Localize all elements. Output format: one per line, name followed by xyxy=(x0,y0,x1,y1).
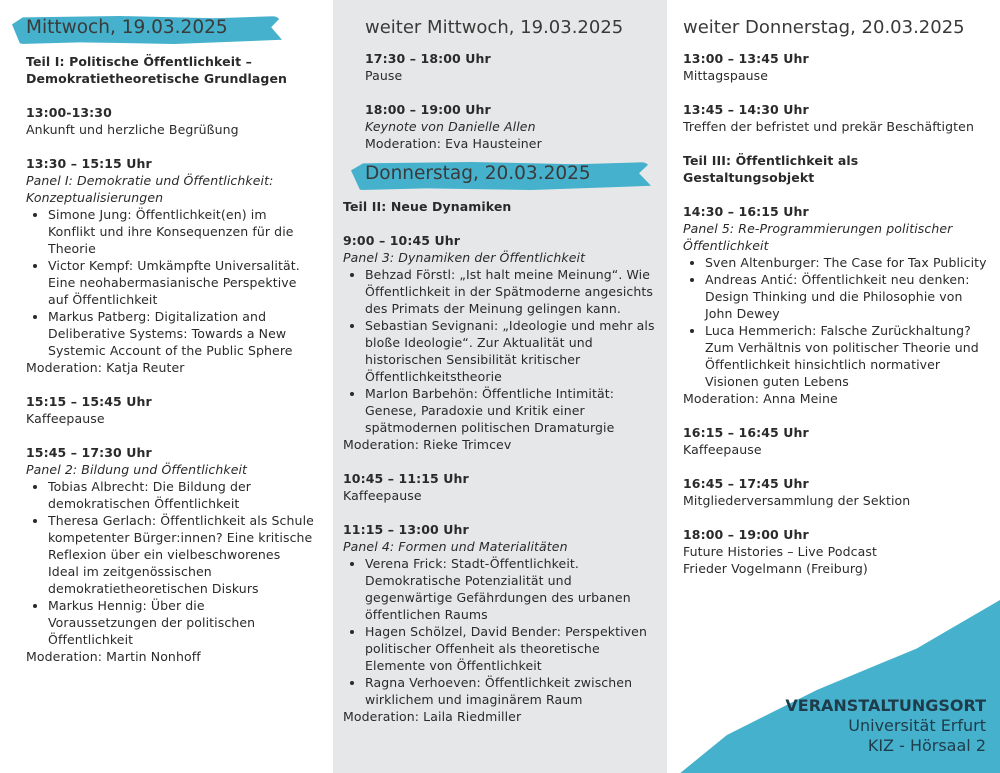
session xyxy=(343,470,657,504)
talk-item: • Behzad Förstl: „Ist halt meine Meinung“. Wie Öffentlichkeit in der Spätmoderne angesichts des Primats der Meinung gelingen kann. xyxy=(365,266,657,317)
moderation: Moderation: Eva Hausteiner xyxy=(365,136,542,151)
talk-list xyxy=(343,555,657,708)
panel-title: Panel 2: Bildung und Öffentlichkeit xyxy=(26,462,248,477)
venue-line-room: KIZ - Hörsaal 2 xyxy=(867,736,986,755)
column-wednesday xyxy=(0,0,333,773)
talk-item: • Simone Jung: Öffentlichkeit(en) im Konflikt und ihre Konsequenzen für die Theorie xyxy=(48,206,315,257)
session-desc: Treffen der befristet und prekär Beschäftigten xyxy=(683,119,974,134)
moderation: Moderation: Anna Meine xyxy=(683,391,838,406)
talk-item: • Theresa Gerlach: Öffentlichkeit als Schule kompetenter Bürger:innen? Eine kritische Reflexion über ein vielbeschworenes Ideal im zeitgenössischen demokratietheoretischen Diskurs xyxy=(48,512,315,597)
session-keynote xyxy=(343,101,657,152)
session-desc: Ankunft und herzliche Begrüßung xyxy=(26,122,239,137)
talk-item: • Sebastian Sevignani: „Ideologie und mehr als bloße Ideologie“. Zur Aktualität und historischen Sensibilität kritischer Öffentlichkeitstheorie xyxy=(365,317,657,385)
session xyxy=(683,50,992,84)
talk-list xyxy=(26,206,315,359)
session xyxy=(683,424,992,458)
day-header-thursday xyxy=(343,158,657,188)
venue-block xyxy=(785,696,986,756)
column-middle xyxy=(333,0,667,773)
panel-title: Panel I: Demokratie und Öffentlichkeit: Konzeptualisierungen xyxy=(26,173,274,205)
session-desc: Kaffeepause xyxy=(26,411,105,426)
session-time: 18:00 – 19:00 Uhr xyxy=(365,102,491,117)
moderation: Moderation: Rieke Trimcev xyxy=(343,437,512,452)
session-time: 15:45 – 17:30 Uhr xyxy=(26,445,152,460)
talk-list xyxy=(683,254,992,390)
talk-list xyxy=(26,478,315,648)
session-time: 14:30 – 16:15 Uhr xyxy=(683,204,809,219)
talk-item: • Luca Hemmerich: Falsche Zurückhaltung? Zum Verhältnis von politischer Theorie und Öffentlichkeit hinsichtlich normativer Visionen guten Lebens xyxy=(705,322,992,390)
talk-item: • Marlon Barbehön: Öffentliche Intimität: Genese, Paradoxie und Kritik einer spätmodernen politischen Dramaturgie xyxy=(365,385,657,436)
session-desc: Pause xyxy=(365,68,403,83)
panel-title: Panel 5: Re-Programmierungen politischer Öffentlichkeit xyxy=(683,221,953,253)
session-panel-3 xyxy=(343,232,657,453)
session-speaker: Frieder Vogelmann (Freiburg) xyxy=(683,561,868,576)
part-title: Teil I: Politische Öffentlichkeit – Demokratietheoretische Grundlagen xyxy=(26,54,288,86)
talk-list xyxy=(343,266,657,436)
day-title: Donnerstag, 20.03.2025 xyxy=(365,162,591,184)
talk-item: • Ragna Verhoeven: Öffentlichkeit zwischen wirklichem und imaginärem Raum xyxy=(365,674,657,708)
session-time: 18:00 – 19:00 Uhr xyxy=(683,527,809,542)
talk-item: • Tobias Albrecht: Die Bildung der demokratischen Öffentlichkeit xyxy=(48,478,315,512)
moderation: Moderation: Katja Reuter xyxy=(26,360,185,375)
session-time: 13:00 – 13:45 Uhr xyxy=(683,51,809,66)
session-desc: Mitgliederversammlung der Sektion xyxy=(683,493,911,508)
session-time: 16:15 – 16:45 Uhr xyxy=(683,425,809,440)
day-header-continued: weiter Donnerstag, 20.03.2025 xyxy=(683,16,965,38)
session xyxy=(683,101,992,135)
day-header-wednesday xyxy=(26,12,315,42)
talk-item: • Markus Hennig: Über die Voraussetzungen der politischen Öffentlichkeit xyxy=(48,597,315,648)
session-time: 17:30 – 18:00 Uhr xyxy=(365,51,491,66)
talk-item: • Markus Patberg: Digitalization and Deliberative Systems: Towards a New Systemic Account of the Public Sphere xyxy=(48,308,315,359)
talk-item: • Hagen Schölzel, David Bender: Perspektiven politischer Offenheit als theoretische Elemente von Öffentlichkeit xyxy=(365,623,657,674)
session-desc: Kaffeepause xyxy=(343,488,422,503)
session-time: 13:45 – 14:30 Uhr xyxy=(683,102,809,117)
session-time: 9:00 – 10:45 Uhr xyxy=(343,233,460,248)
session xyxy=(26,104,315,138)
session xyxy=(683,475,992,509)
day-title: Mittwoch, 19.03.2025 xyxy=(26,16,228,38)
talk-item: • Andreas Antić: Öffentlichkeit neu denken: Design Thinking und die Philosophie von John Dewey xyxy=(705,271,992,322)
day-header-continued: weiter Mittwoch, 19.03.2025 xyxy=(365,16,624,38)
keynote-title: Keynote von Danielle Allen xyxy=(365,119,536,134)
session-podcast xyxy=(683,526,992,577)
session-desc: Kaffeepause xyxy=(683,442,762,457)
session-time: 15:15 – 15:45 Uhr xyxy=(26,394,152,409)
moderation: Moderation: Martin Nonhoff xyxy=(26,649,201,664)
panel-title: Panel 3: Dynamiken der Öffentlichkeit xyxy=(343,250,586,265)
moderation: Moderation: Laila Riedmiller xyxy=(343,709,522,724)
session xyxy=(343,50,657,84)
venue-line-university: Universität Erfurt xyxy=(848,716,986,735)
part-title: Teil III: Öffentlichkeit als Gestaltungsobjekt xyxy=(683,153,859,185)
session-panel-1 xyxy=(26,155,315,376)
session-panel-2 xyxy=(26,444,315,665)
session-time: 10:45 – 11:15 Uhr xyxy=(343,471,469,486)
session-time: 13:30 – 15:15 Uhr xyxy=(26,156,152,171)
part-title: Teil II: Neue Dynamiken xyxy=(343,199,512,214)
session-panel-4 xyxy=(343,521,657,725)
session-panel-5 xyxy=(683,203,992,407)
talk-item: • Sven Altenburger: The Case for Tax Publicity xyxy=(705,254,992,271)
session xyxy=(26,393,315,427)
session-desc: Future Histories – Live Podcast xyxy=(683,544,877,559)
talk-item: • Verena Frick: Stadt-Öffentlichkeit. Demokratische Potenzialität und gegenwärtige Gefährdungen des urbanen öffentlichen Raums xyxy=(365,555,657,623)
session-time: 16:45 – 17:45 Uhr xyxy=(683,476,809,491)
venue-title: VERANSTALTUNGSORT xyxy=(785,696,986,715)
talk-item: • Victor Kempf: Umkämpfte Universalität. Eine neohabermasianische Perspektive auf Öffentlichkeit xyxy=(48,257,315,308)
session-time: 13:00-13:30 xyxy=(26,105,112,120)
session-desc: Mittagspause xyxy=(683,68,769,83)
panel-title: Panel 4: Formen und Materialitäten xyxy=(343,539,568,554)
session-time: 11:15 – 13:00 Uhr xyxy=(343,522,469,537)
